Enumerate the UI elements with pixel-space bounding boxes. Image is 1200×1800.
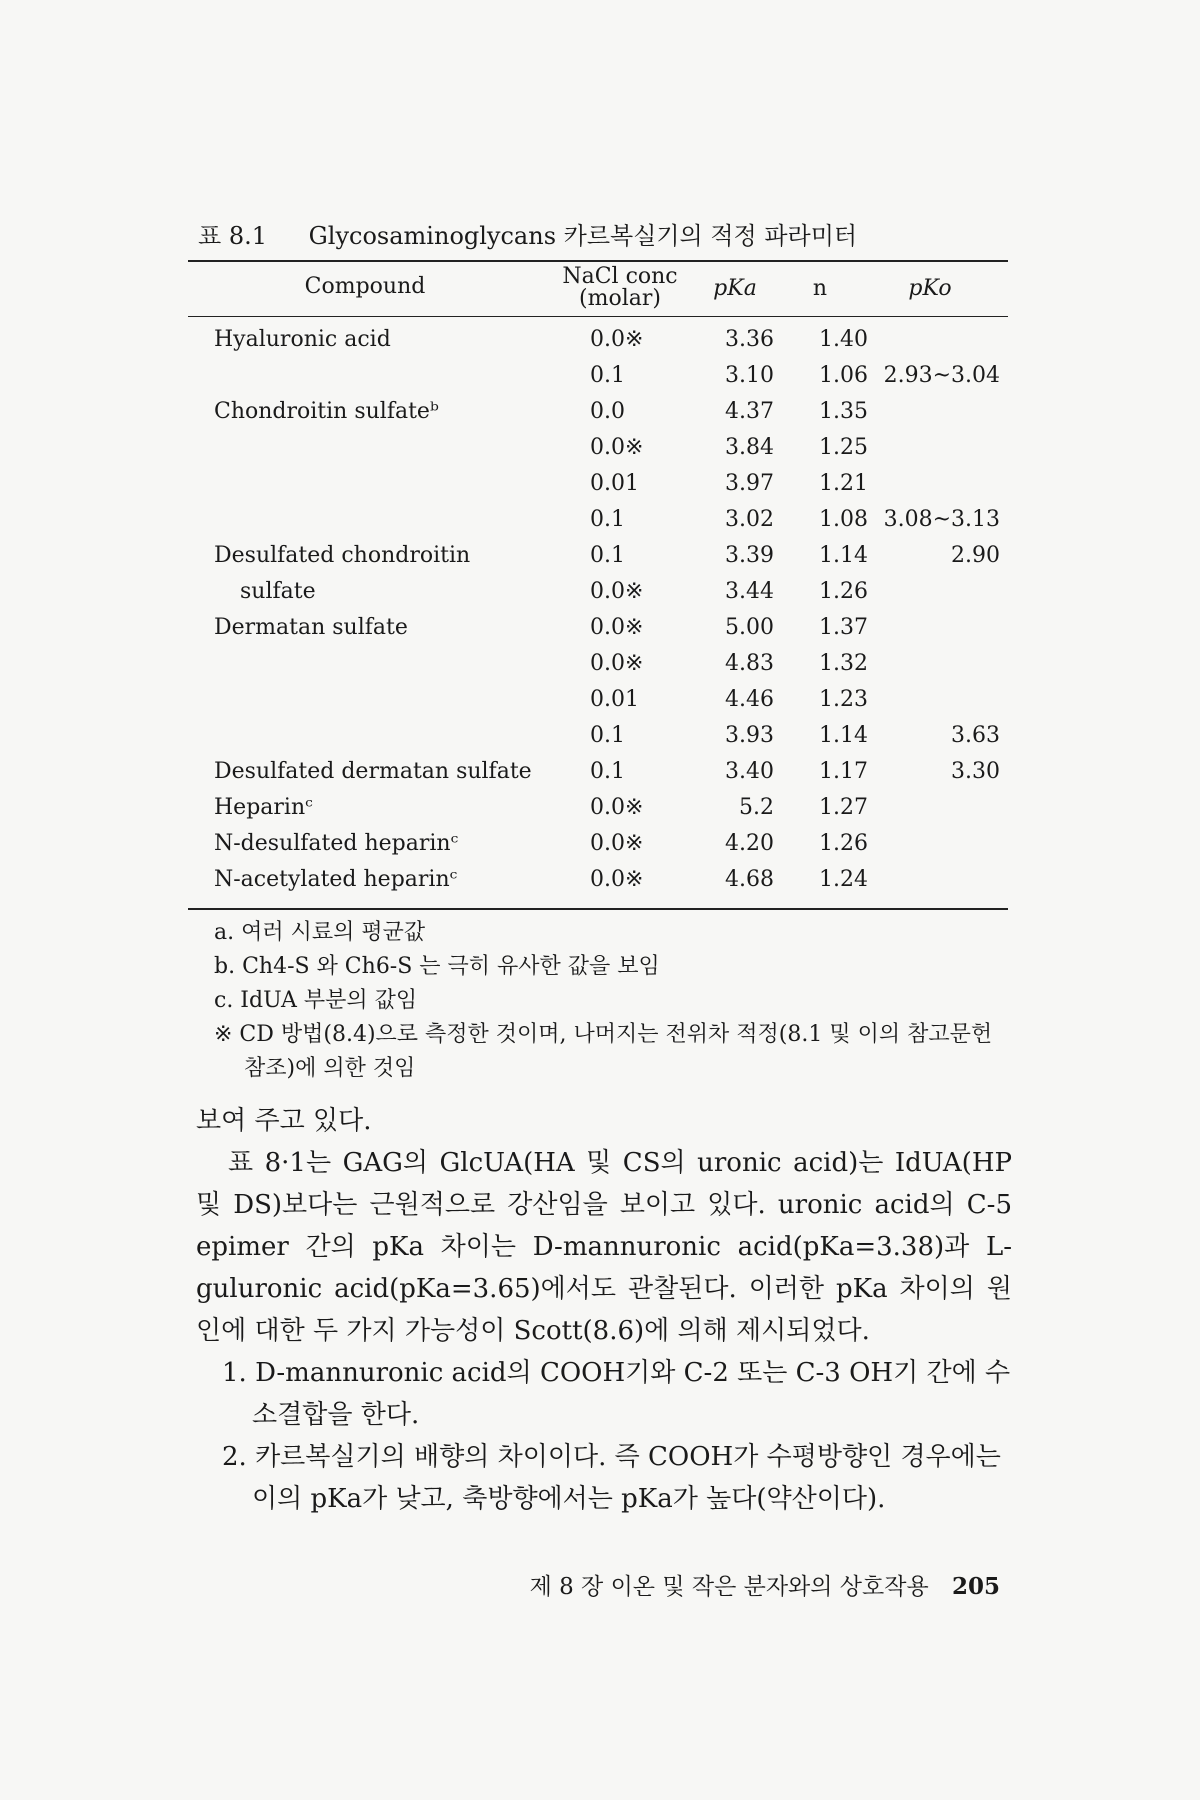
cell-pka: 3.44 [725,579,774,604]
cell-n: 1.25 [819,435,868,460]
table-bottom-rule [188,908,1008,910]
table-row [188,394,1008,430]
cell-n: 1.40 [819,327,868,352]
cell-nacl: 0.0※ [590,795,644,820]
cell-compound: Desulfated dermatan sulfate [214,759,532,784]
cell-pka: 4.20 [725,831,774,856]
cell-n: 1.17 [819,759,868,784]
table-label: 표 8.1 [198,222,267,250]
cell-nacl: 0.1 [590,759,625,784]
cell-pko: 3.08~3.13 [883,507,1000,532]
cell-nacl: 0.1 [590,363,625,388]
cell-nacl: 0.0※ [590,615,644,640]
cell-pka: 3.84 [725,435,774,460]
cell-nacl: 0.0※ [590,831,644,856]
table-row [188,610,1008,646]
cell-compound: sulfate [240,579,316,604]
cell-n: 1.26 [819,579,868,604]
footnote-c: c. IdUA 부분의 값임 [214,988,418,1013]
cell-n: 1.37 [819,615,868,640]
footnote-a: a. 여러 시료의 평균값 [214,920,426,945]
cell-pka: 3.40 [725,759,774,784]
cell-pka: 3.97 [725,471,774,496]
header-n: n [812,276,828,301]
table-row [188,682,1008,718]
chapter-title: 제 8 장 이온 및 작은 분자와의 상호작용 [529,1574,929,1600]
table-row [188,430,1008,466]
cell-nacl: 0.0※ [590,867,644,892]
table-title: Glycosaminoglycans 카르복실기의 적정 파라미터 [308,222,858,250]
cell-compound: N-desulfated heparinᶜ [214,831,459,856]
cell-pko: 2.93~3.04 [883,363,1000,388]
cell-pka: 3.02 [725,507,774,532]
header-nacl [555,266,685,310]
cell-n: 1.26 [819,831,868,856]
page-footer [0,1568,1000,1601]
cell-pko: 3.63 [951,723,1000,748]
cell-n: 1.24 [819,867,868,892]
table-row [188,862,1008,898]
cell-pka: 3.93 [725,723,774,748]
cell-pka: 4.83 [725,651,774,676]
header-pko: pKo [908,276,952,301]
cell-n: 1.06 [819,363,868,388]
table-header-rule [188,316,1008,317]
cell-nacl: 0.01 [590,687,639,712]
cell-pka: 5.00 [725,615,774,640]
cell-n: 1.14 [819,723,868,748]
cell-pka: 5.2 [739,795,774,820]
cell-compound: Desulfated chondroitin [214,543,471,568]
cell-n: 1.21 [819,471,868,496]
table-row [188,574,1008,610]
cell-pko: 2.90 [951,543,1000,568]
cell-n: 1.23 [819,687,868,712]
table-footnotes [214,916,1014,1086]
cell-nacl: 0.0 [590,399,625,424]
paragraph-continuation: 보여 주고 있다. [196,1106,372,1136]
header-compound: Compound [304,274,426,299]
body-text [196,1100,1012,1520]
cell-n: 1.35 [819,399,868,424]
cell-nacl: 0.1 [590,723,625,748]
header-pka: pKa [713,276,757,301]
table-row [188,322,1008,358]
table-row [188,718,1008,754]
cell-pka: 4.46 [725,687,774,712]
cell-compound: Chondroitin sulfateᵇ [214,399,439,424]
cell-pka: 4.37 [725,399,774,424]
header-nacl-line2: (molar) [579,286,661,311]
cell-compound: Heparinᶜ [214,795,313,820]
cell-pko: 3.30 [951,759,1000,784]
cell-pka: 4.68 [725,867,774,892]
cell-nacl: 0.0※ [590,327,644,352]
cell-n: 1.27 [819,795,868,820]
table-body [188,322,1008,898]
table-row [188,754,1008,790]
page-number: 205 [951,1573,1000,1600]
list-item-2: 2. 카르복실기의 배향의 차이이다. 즉 COOH가 수평방향인 경우에는 이의 pKa가 낮고, 축방향에서는 pKa가 높다(약산이다). [222,1442,1001,1514]
table-row [188,538,1008,574]
table-row [188,826,1008,862]
table-row [188,646,1008,682]
paragraph-main: 표 8·1는 GAG의 GlcUA(HA 및 CS의 uronic acid)는 IdUA(HP 및 DS)보다는 근원적으로 강산임을 보이고 있다. uronic acid의 C-5 epimer 간의 pKa 차이는 D-mannuronic acid(pKa=3.38)과 L-guluronic acid(pKa=3.65)에서도 관찰된다. 이러한 pKa 차이의 원인에 대한 두 가지 가능성이 Scott(8.6)에 의해 제시되었다. [196,1148,1012,1346]
cell-nacl: 0.0※ [590,579,644,604]
cell-n: 1.08 [819,507,868,532]
cell-nacl: 0.0※ [590,435,644,460]
footnote-b: b. Ch4-S 와 Ch6-S 는 극히 유사한 값을 보임 [214,954,660,979]
table-row [188,790,1008,826]
cell-n: 1.14 [819,543,868,568]
table-row [188,466,1008,502]
footnote-cd: ※ CD 방법(8.4)으로 측정한 것이며, 나머지는 전위차 적정(8.1 및 이의 참고문헌 참조)에 의한 것임 [214,1022,993,1081]
table-row [188,358,1008,394]
list-item-1: 1. D-mannuronic acid의 COOH기와 C-2 또는 C-3 OH기 간에 수소결합을 한다. [222,1358,1011,1430]
cell-compound: Hyaluronic acid [214,327,391,352]
cell-pka: 3.36 [725,327,774,352]
cell-n: 1.32 [819,651,868,676]
cell-compound: N-acetylated heparinᶜ [214,867,458,892]
cell-pka: 3.10 [725,363,774,388]
table-caption [188,216,857,251]
cell-compound: Dermatan sulfate [214,615,408,640]
cell-pka: 3.39 [725,543,774,568]
cell-nacl: 0.01 [590,471,639,496]
header-nacl-line1: NaCl conc [562,264,678,289]
cell-nacl: 0.0※ [590,651,644,676]
cell-nacl: 0.1 [590,507,625,532]
cell-nacl: 0.1 [590,543,625,568]
table-row [188,502,1008,538]
table-top-rule [188,260,1008,262]
